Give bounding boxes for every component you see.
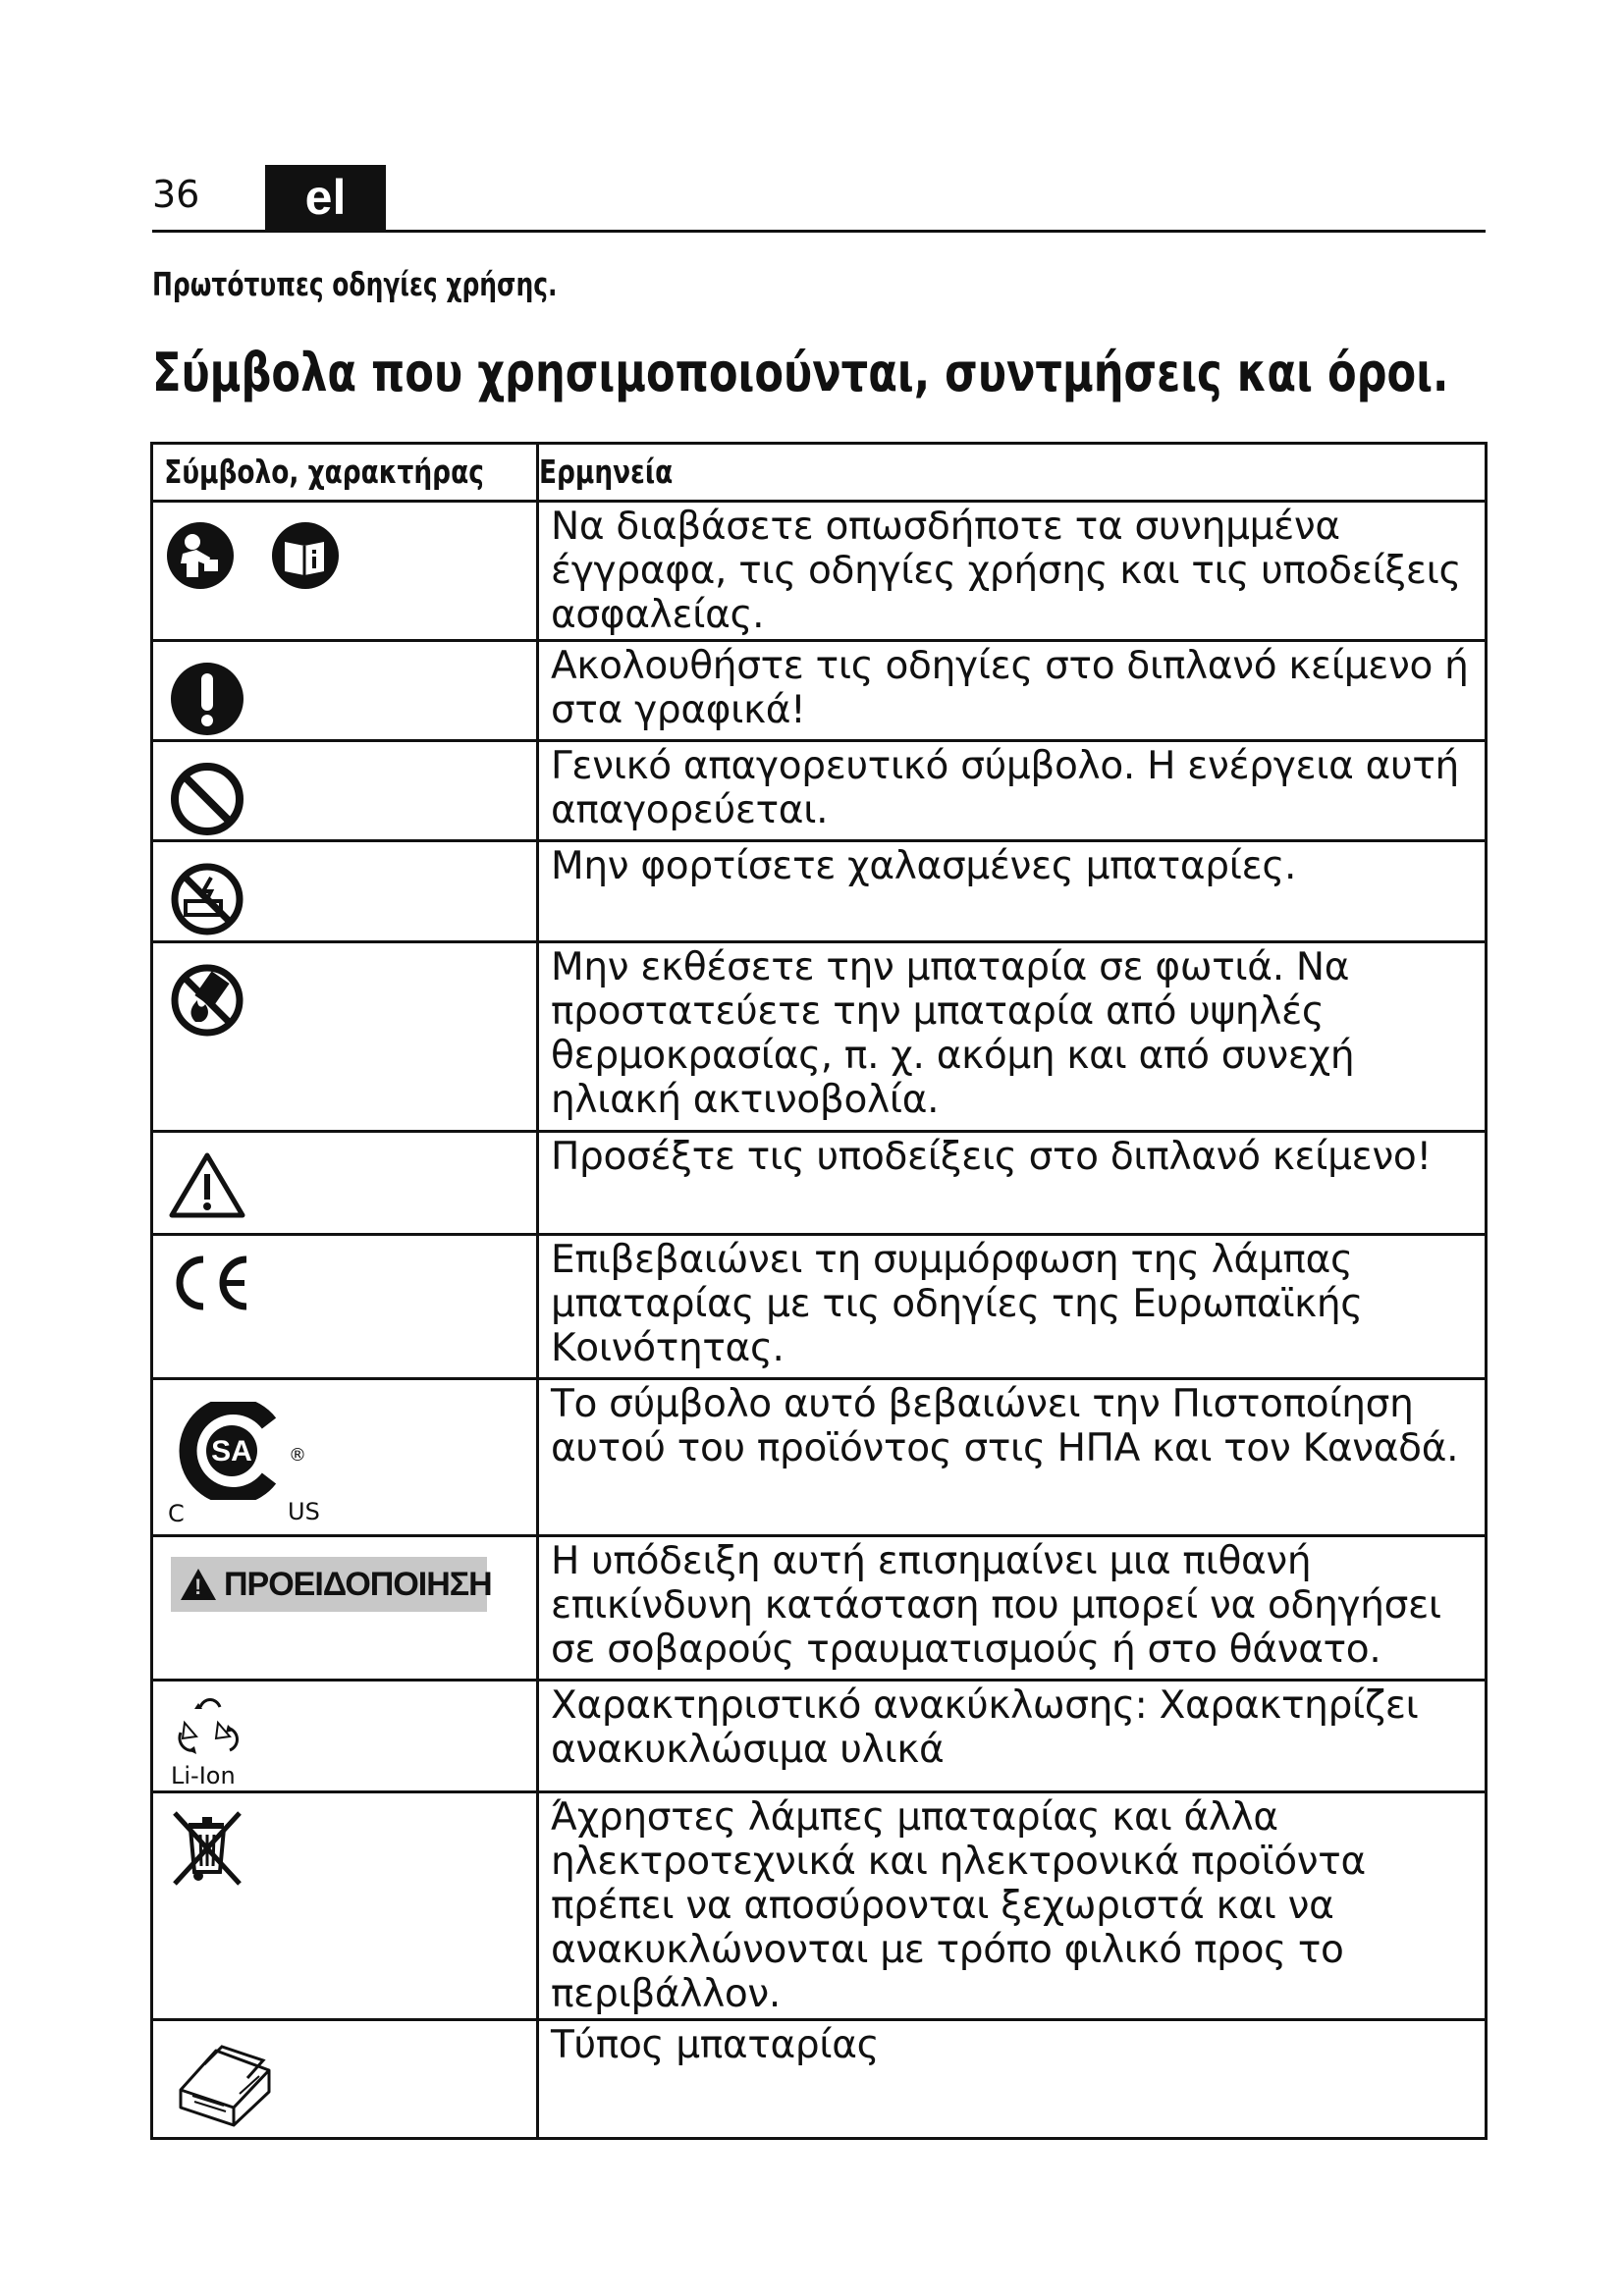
description-cell: Άχρηστες λάμπες μπαταρίας και άλλα ηλεκτροτεχνικά και ηλεκτρονικά προϊόντα πρέπει να αποσύρονται ξεχωριστά και να ανακυκλώνονται με τρόπο φιλικό προς το περιβάλλον. — [538, 1792, 1487, 2020]
symbol-cell — [152, 1132, 538, 1235]
warning-triangle-icon — [168, 1150, 246, 1219]
table-row — [152, 2020, 1487, 2139]
li-ion-label: Li-Ion — [171, 1762, 236, 1789]
symbol-cell — [152, 1681, 538, 1792]
registered-mark: ® — [289, 1445, 306, 1466]
table-row — [152, 1379, 1487, 1536]
description-cell: Ακολουθήστε τις οδηγίες στο διπλανό κείμενο ή στα γραφικά! — [538, 641, 1487, 741]
symbol-cell — [152, 2020, 538, 2139]
mandatory-exclamation-icon — [168, 660, 246, 738]
warning-triangle-icon — [181, 1569, 216, 1600]
description-cell: Γενικό απαγορευτικό σύμβολο. Η ενέργεια αυτή απαγορεύεται. — [538, 741, 1487, 841]
table-row — [152, 1536, 1487, 1681]
header-rule — [152, 230, 1486, 233]
symbol-cell — [152, 841, 538, 942]
ce-mark-icon — [168, 1254, 256, 1312]
table-row — [152, 942, 1487, 1132]
symbol-cell — [152, 1536, 538, 1681]
language-badge: el — [265, 165, 386, 230]
csa-certification-icon — [179, 1402, 289, 1500]
symbol-cell — [152, 502, 538, 641]
page-number: 36 — [152, 173, 200, 216]
table-row — [152, 1792, 1487, 2020]
table-header-row — [152, 444, 1487, 502]
warning-label-icon — [171, 1557, 492, 1612]
symbols-table — [150, 442, 1488, 2140]
description-cell: Μην φορτίσετε χαλασμένες μπαταρίες. — [538, 841, 1487, 942]
symbol-cell — [152, 641, 538, 741]
symbol-cell — [152, 1792, 538, 2020]
table-row — [152, 1132, 1487, 1235]
csa-c-label: C — [168, 1500, 185, 1527]
table-row — [152, 502, 1487, 641]
description-cell: Η υπόδειξη αυτή επισημαίνει μια πιθανή επικίνδυνη κατάσταση που μπορεί να οδηγήσει σε σοβαρούς τραυματισμούς ή στο θάνατο. — [538, 1536, 1487, 1681]
header-symbol: Σύμβολο, χαρακτήρας — [152, 444, 538, 502]
prohibition-icon — [168, 760, 246, 838]
no-fire-battery-icon — [168, 961, 246, 1040]
description-cell: Να διαβάσετε οπωσδήποτε τα συνημμένα έγγραφα, τις οδηγίες χρήσης και τις υποδείξεις ασφαλείας. — [538, 502, 1487, 641]
description-cell: Χαρακτηριστικό ανακύκλωσης: Χαρακτηρίζει ανακυκλώσιμα υλικά — [538, 1681, 1487, 1792]
read-instructions-icon — [165, 520, 352, 591]
table-row — [152, 1235, 1487, 1379]
li-ion-recycling-icon — [171, 1693, 249, 1764]
symbol-cell — [152, 1379, 538, 1536]
crossed-out-bin-icon — [169, 1807, 247, 1892]
warning-label-text: ΠΡΟΕΙΔΟΠΟΙΗΣΗ — [224, 1565, 492, 1603]
svg-text:SA: SA — [211, 1435, 252, 1468]
description-cell: Προσέξτε τις υποδείξεις στο διπλανό κείμενο! — [538, 1132, 1487, 1235]
symbol-cell — [152, 1235, 538, 1379]
table-row — [152, 841, 1487, 942]
description-cell: Επιβεβαιώνει τη συμμόρφωση της λάμπας μπαταρίας με τις οδηγίες της Ευρωπαϊκής Κοινότητας. — [538, 1235, 1487, 1379]
symbol-cell — [152, 942, 538, 1132]
symbol-cell — [152, 741, 538, 841]
document-subtitle: Πρωτότυπες οδηγίες χρήσης. — [152, 265, 558, 303]
description-cell: Τύπος μπαταρίας — [538, 2020, 1487, 2139]
table-row — [152, 641, 1487, 741]
header-meaning: Ερμηνεία — [538, 444, 1487, 502]
battery-pack-icon — [171, 2035, 281, 2129]
no-charging-damaged-battery-icon — [168, 860, 246, 938]
section-title: Σύμβολα που χρησιμοποιούνται, συντμήσεις και όροι. — [152, 342, 1449, 403]
description-cell: Το σύμβολο αυτό βεβαιώνει την Πιστοποίηση αυτού του προϊόντος στις ΗΠΑ και τον Καναδά. — [538, 1379, 1487, 1536]
description-cell: Μην εκθέσετε την μπαταρία σε φωτιά. Να προστατεύετε την μπαταρία από υψηλές θερμοκρασίας, π. χ. ακόμη και από συνεχή ηλιακή ακτινοβολία. — [538, 942, 1487, 1132]
table-row — [152, 1681, 1487, 1792]
table-row — [152, 741, 1487, 841]
csa-us-label: US — [288, 1498, 320, 1525]
